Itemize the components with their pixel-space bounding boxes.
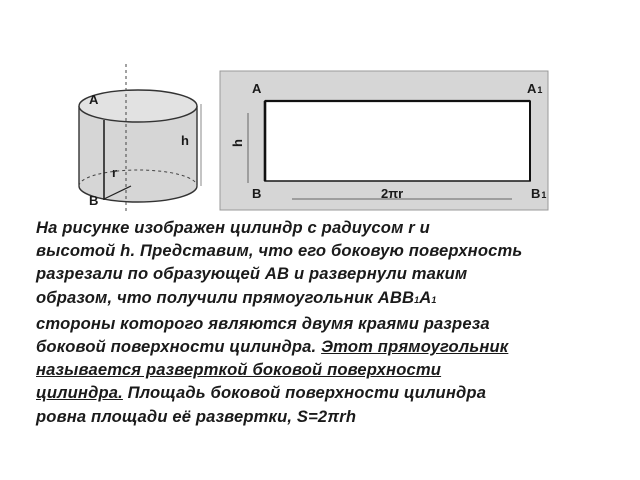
definition-highlight-2: называется разверткой боковой поверхности: [36, 360, 442, 380]
definition-highlight-1: Этот прямоугольник: [321, 337, 509, 357]
text-line-1: На рисунке изображен цилиндр с радиусом r и: [36, 218, 430, 237]
cylinder-label-b: B: [89, 193, 99, 208]
text-line-4: образом, что получили прямоугольник ABB1A1: [36, 287, 437, 307]
development-rectangle: [265, 101, 530, 181]
cylinder-label-r: r: [112, 165, 118, 180]
text-line-2: высотой h. Представим, что его боковую поверхность: [36, 241, 523, 261]
development-label-a: A: [252, 81, 262, 96]
development-label-a1: A1: [527, 81, 543, 96]
definition-highlight-3: цилиндра.: [36, 383, 123, 403]
development-label-b: B: [252, 186, 262, 201]
development-label-2pir: 2πr: [381, 186, 404, 201]
cylinder-label-a: A: [89, 92, 99, 107]
text-line-8: цилиндра. Площадь боковой поверхности цилиндра: [36, 383, 487, 403]
description-text: [36, 216, 596, 428]
development-label-b1: B1: [531, 186, 547, 201]
text-line-6: боковой поверхности цилиндра. Этот прямоугольник: [36, 337, 509, 357]
text-line-9: ровна площади её развертки, S=2πrh: [36, 406, 357, 426]
text-line-3: разрезали по образующей AB и развернули таким: [36, 264, 468, 284]
text-line-5: стороны которого являются двумя краями разреза: [36, 313, 490, 333]
text-line-7: [36, 358, 596, 381]
cylinder-label-h: h: [181, 133, 189, 148]
development-label-h: h: [230, 139, 245, 147]
